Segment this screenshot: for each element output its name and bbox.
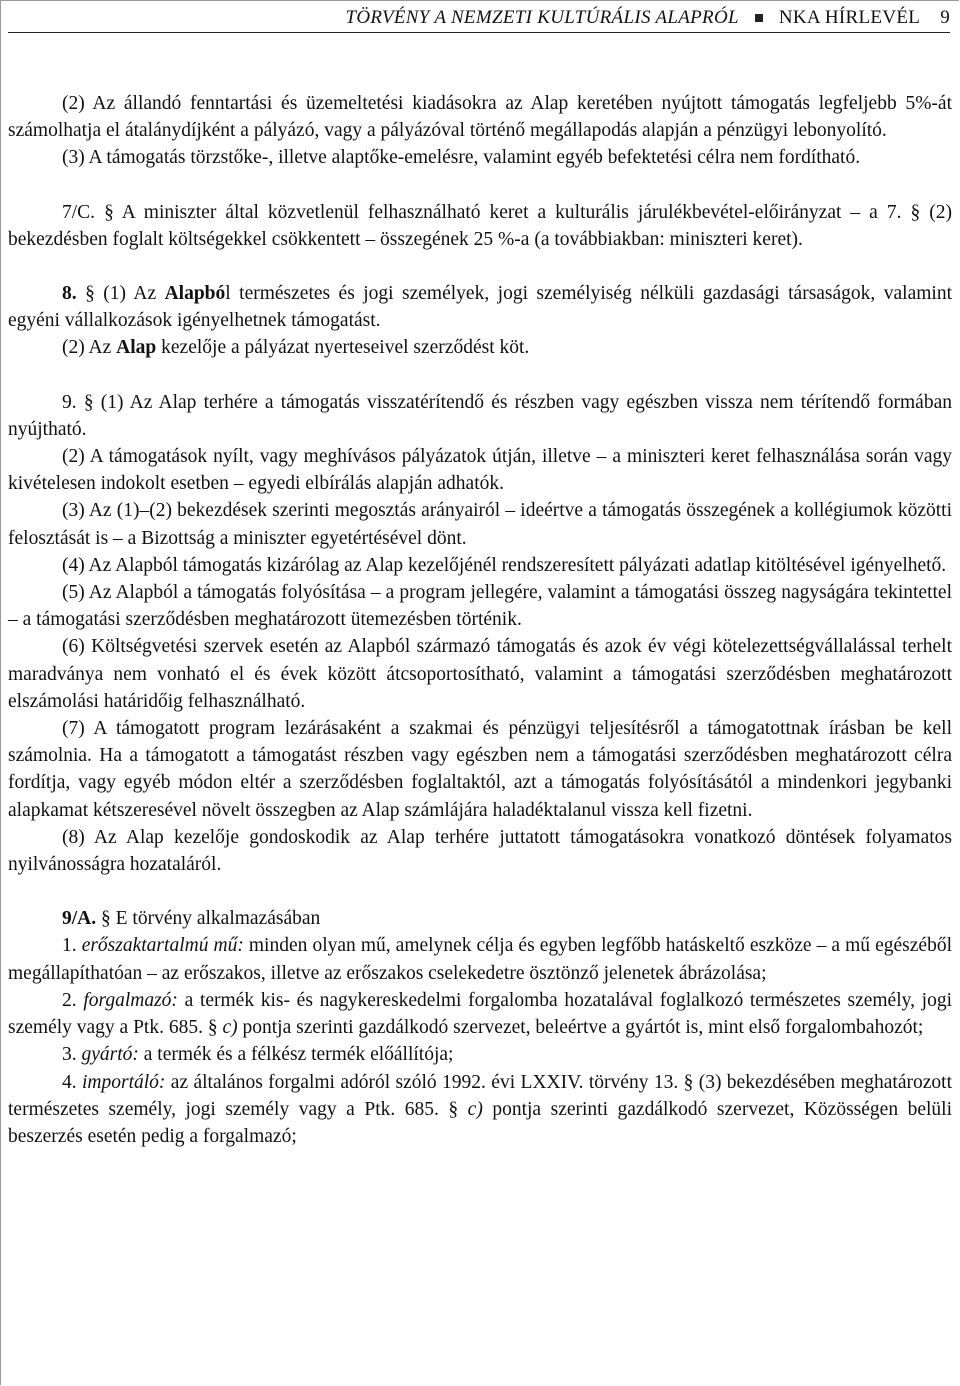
paragraph-7b-3: (3) A támogatás törzstőke-, illetve alaptőke-emelésre, valamint egyéb befektetési célra nem fordítható. <box>62 147 861 169</box>
running-header <box>8 4 950 33</box>
header-publication: NKA HÍRLEVÉL <box>778 7 921 28</box>
definition-1: 1. erőszaktartalmú mű: minden olyan mű, amelynek célja és egyben legfőbb hatáskeltő eszköze – a mű egészéből megállapíthatóan – az erőszakos, illetve az erőszakos cselekedetre ösztönző jelenetek ábrázolása; <box>8 935 952 984</box>
paragraph-9-8: (8) Az Alap kezelője gondoskodik az Alap terhére juttatott támogatásokra vonatkozó döntések folyamatos nyilvánosságra hozataláról. <box>8 826 952 876</box>
paragraph-9-1: 9. § (1) Az Alap terhére a támogatás visszatérítendő és részben vagy egészben vissza nem térítendő formában nyújtható. <box>8 391 952 440</box>
square-bullet-icon <box>755 14 763 22</box>
paragraph-9-4: (4) Az Alapból támogatás kizárólag az Alap kezelőjénél rendszeresített pályázati adatlap kitöltésével igényelhető. <box>62 554 947 576</box>
paragraph-9-2: (2) A támogatások nyílt, vagy meghívásos pályázatok útján, illetve – a miniszteri keret felhasználása során vagy kivételesen indokolt esetben – egyedi elbírálás alapján adhatók. <box>8 446 952 495</box>
paragraph-7b-2: (2) Az állandó fenntartási és üzemeltetési kiadásokra az Alap keretében nyújtott támogatás legfeljebb 5%-át számolhatja el átalánydíjként a pályázó, vagy a pályázóval történő megállapodás alapján a pénzügyi lebonyolító. <box>8 93 952 142</box>
defined-term: gyártó: <box>81 1044 139 1066</box>
header-title: TÖRVÉNY A NEMZETI KULTÚRÁLIS ALAPRÓL <box>345 7 739 28</box>
paragraph-9-3: (3) Az (1)–(2) bekezdések szerinti megosztás arányairól – ideértve a támogatás összegének a kollégiumok közötti felosztását is – a Bizottság a miniszter egyetértésével dönt. <box>8 500 952 549</box>
paragraph-8-1: 8. § (1) Az Alapból természetes és jogi személyek, jogi személyiség nélküli gazdasági társaságok, valamint egyéni vállalkozások igényelhetnek támogatást. <box>8 283 952 332</box>
definition-3: 3. gyártó: a termék és a félkész termék előállítója; <box>62 1044 454 1066</box>
paragraph-9-7: (7) A támogatott program lezárásaként a szakmai és pénzügyi teljesítésről a támogatottnak írásban be kell számolnia. Ha a támogatott a támogatást részben vagy egészben nem a támogatási szerződésben meghatározott célra fordítja, vagy egyéb módon eltér a szerződésben foglaltaktól, azt a támogatás folyósításától a mindenkori jegybanki alapkamat kétszeresével növelt összegben az Alap számlájára haladéktalanul vissza kell fizetni. <box>8 718 952 821</box>
definition-2: 2. forgalmazó: a termék kis- és nagykereskedelmi forgalomba hozatalával foglalkozó természetes személy, jogi személy vagy a Ptk. 685. § c) pontja szerinti gazdálkodó szervezet, beleértve a gyártót is, mint első forgalombahozót; <box>8 989 952 1039</box>
section-number: 9/A. <box>62 908 97 930</box>
paragraph-7c: 7/C. § A miniszter által közvetlenül felhasználható keret a kulturális járulékbevétel-előirányzat – a 7. § (2) bekezdésben foglalt költségekkel csökkentett – összegének 25 %-a (a továbbiakban: miniszteri keret). <box>8 201 952 250</box>
section-number: 8. <box>62 283 77 305</box>
defined-term: forgalmazó: <box>83 989 178 1011</box>
page-number: 9 <box>940 7 950 28</box>
paragraph-9-5: (5) Az Alapból a támogatás folyósítása – a program jellegére, valamint a támogatási összeg nagyságára tekintettel – a támogatási szerződésben meghatározott ütemezésben történik. <box>8 582 952 631</box>
document-body <box>8 90 952 1150</box>
defined-term: erőszaktartalmú mű: <box>81 935 244 957</box>
paragraph-9-6: (6) Költségvetési szervek esetén az Alapból származó támogatás és azok év végi kötelezettségvállalással terhelt maradványa nem vonható el és évek között átcsoportosítható, valamint a támogatási szerződésben meghatározott elszámolási határidőig felhasználható. <box>8 636 952 712</box>
paragraph-8-2: (2) Az Alap kezelője a pályázat nyerteseivel szerződést köt. <box>62 337 530 359</box>
paragraph-9a: 9/A. § E törvény alkalmazásában <box>62 908 321 930</box>
definition-4: 4. importáló: az általános forgalmi adóról szóló 1992. évi LXXIV. törvény 13. § (3) bekezdésében meghatározott természetes személy, jogi személy vagy a Ptk. 685. § c) pontja szerinti gazdálkodó szervezet, Közösségen belüli beszerzés esetén pedig a forgalmazó; <box>8 1071 952 1147</box>
defined-term: importáló: <box>82 1071 166 1093</box>
